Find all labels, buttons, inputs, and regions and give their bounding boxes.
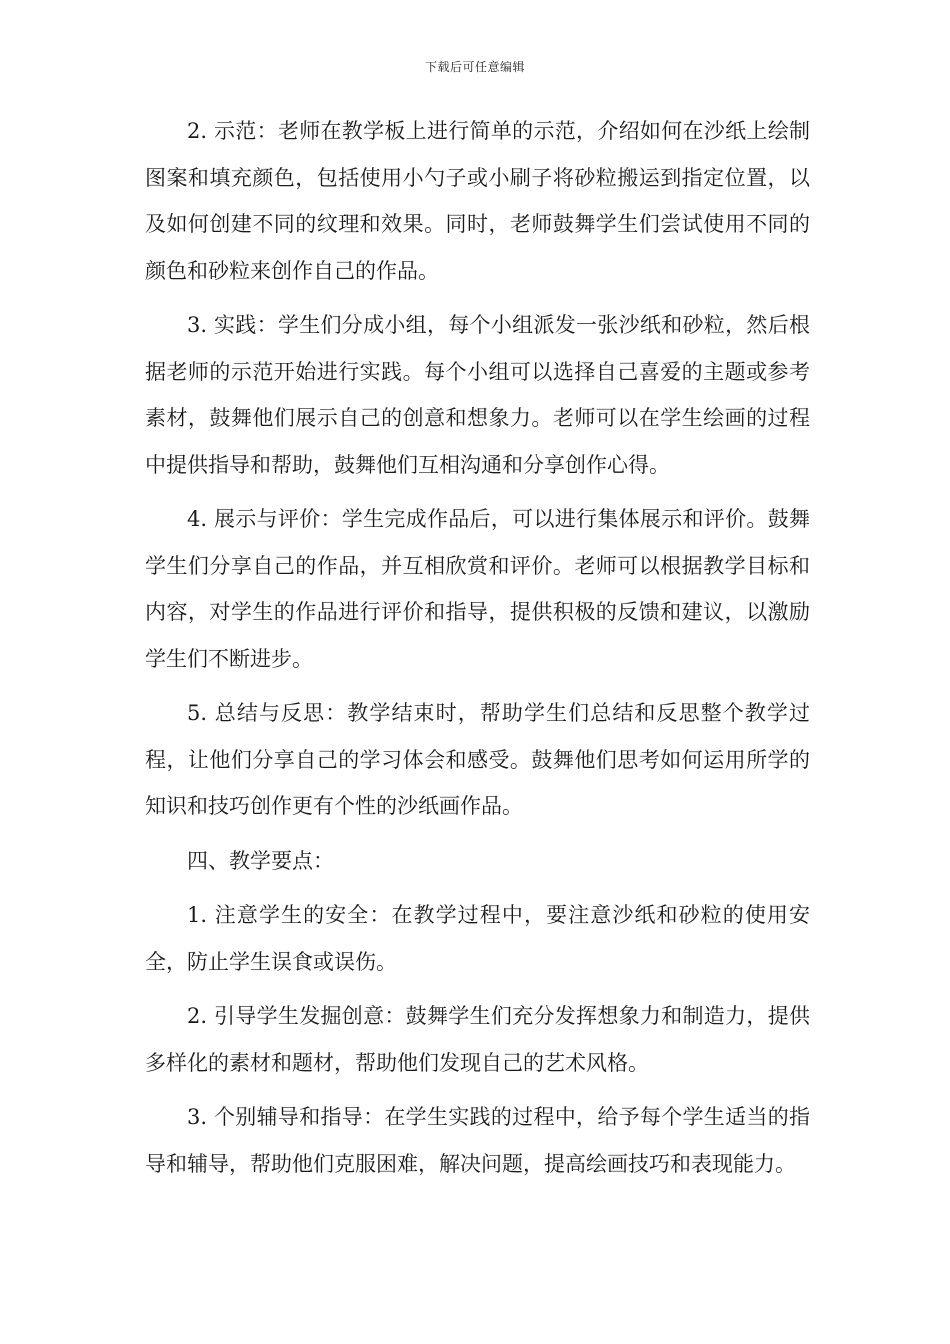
document-body — [145, 108, 810, 1195]
section-heading-teaching-points: 四、教学要点： — [187, 848, 334, 873]
page-header: 下载后可任意编辑 — [424, 60, 525, 74]
paragraph-point-3-guidance: 3. 个别辅导和指导：在学生实践的过程中，给予每个学生适当的指导和辅导，帮助他们克服困难，解决问题，提高绘画技巧和表现能力。 — [145, 1105, 810, 1176]
paragraph-step-3-practice: 3. 实践：学生们分成小组，每个小组派发一张沙纸和砂粒，然后根据老师的示范开始进行实践。每个小组可以选择自己喜爱的主题或参考素材，鼓舞他们展示自己的创意和想象力。老师可以在学生绘画的过程中提供指导和帮助，鼓舞他们互相沟通和分享创作心得。 — [145, 313, 810, 477]
paragraph-point-1-safety: 1. 注意学生的安全：在教学过程中，要注意沙纸和砂粒的使用安全，防止学生误食或误伤。 — [145, 903, 810, 974]
paragraph-step-2-demonstration: 2. 示范：老师在教学板上进行简单的示范，介绍如何在沙纸上绘制图案和填充颜色，包括使用小勺子或小刷子将砂粒搬运到指定位置，以及如何创建不同的纹理和效果。同时，老师鼓舞学生们尝试使用不同的颜色和砂粒来创作自己的作品。 — [145, 119, 810, 283]
paragraph-step-5-summary: 5. 总结与反思：教学结束时，帮助学生们总结和反思整个教学过程，让他们分享自己的学习体会和感受。鼓舞他们思考如何运用所学的知识和技巧创作更有个性的沙纸画作品。 — [145, 701, 810, 818]
paragraph-step-4-presentation: 4. 展示与评价：学生完成作品后，可以进行集体展示和评价。鼓舞学生们分享自己的作品，并互相欣赏和评价。老师可以根据教学目标和内容，对学生的作品进行评价和指导，提供积极的反馈和建议，以激励学生们不断进步。 — [145, 507, 810, 671]
paragraph-point-2-creativity: 2. 引导学生发掘创意：鼓舞学生们充分发挥想象力和制造力，提供多样化的素材和题材，帮助他们发现自己的艺术风格。 — [145, 1004, 810, 1075]
